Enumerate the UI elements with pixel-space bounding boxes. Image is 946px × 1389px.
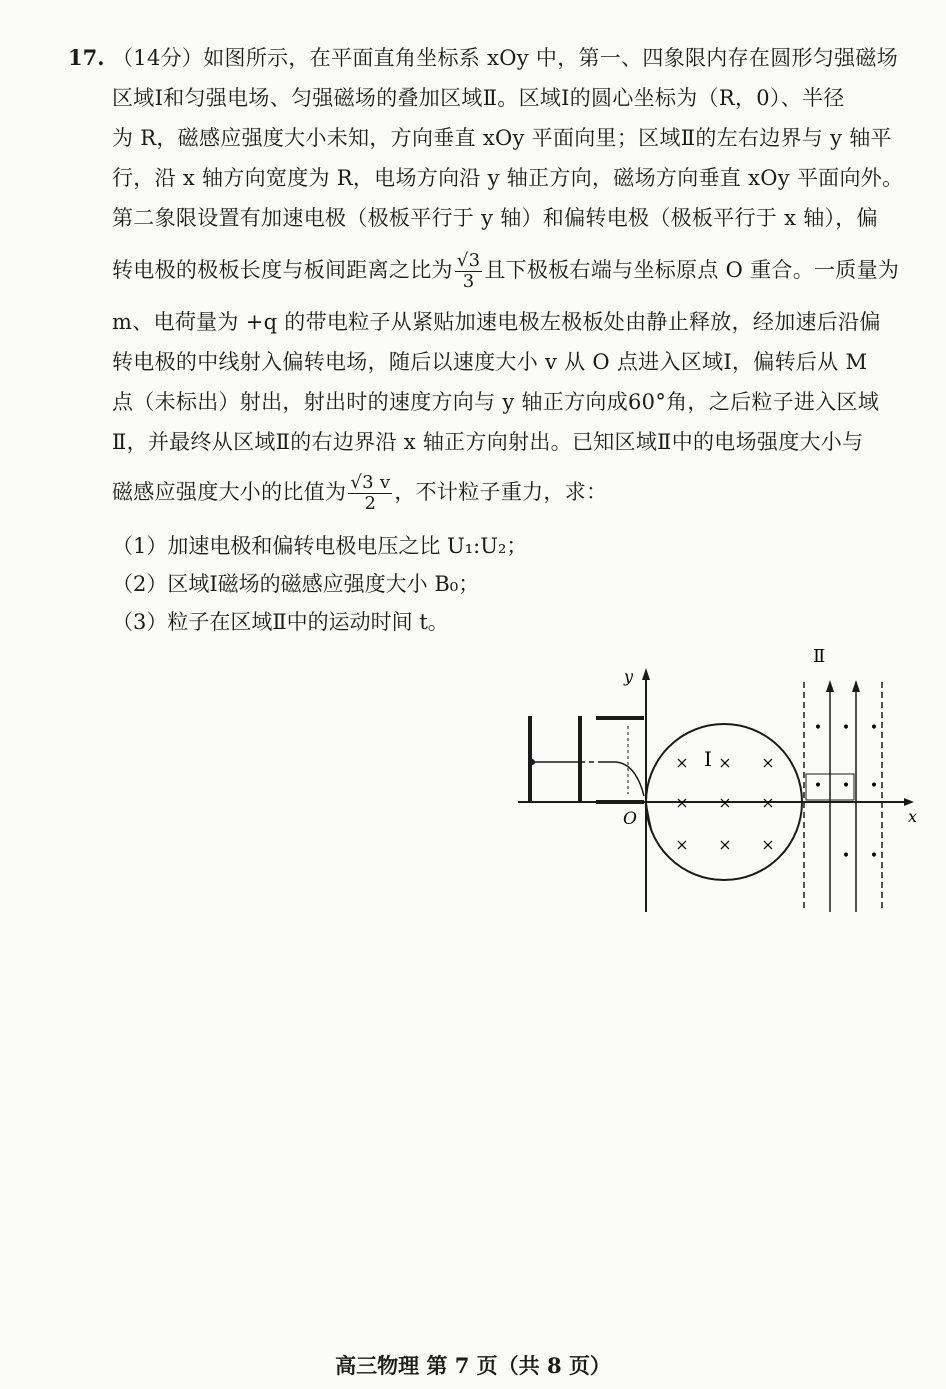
line11-text-after: ，不计粒子重力，求： [394,480,608,504]
x-axis-arrow-icon [904,798,914,806]
y-axis-arrow-icon [642,668,650,680]
sub-question-text: 粒子在区域Ⅱ中的运动时间 t。 [167,610,449,634]
cross-mark: × [718,793,732,812]
question-line-11 [112,472,922,514]
sub-question-text: 加速电极和偏转电极电压之比 U₁:U₂； [167,534,528,558]
line11-text-before: 磁感应强度大小的比值为 [112,480,347,504]
question-line-3: 为 R，磁感应强度大小未知，方向垂直 xOy 平面向里；区域Ⅱ的左右边界与 y 轴平 [112,126,892,150]
field-arrow-icon [826,680,834,692]
field-arrow-icon [852,680,860,692]
cross-mark: × [718,753,732,772]
dot-mark: • [841,778,851,794]
cross-mark: × [675,835,689,854]
line6-text-before: 转电极的极板长度与板间距离之比为 [112,258,453,282]
line6-text-after: 且下极板右端与坐标原点 O 重合。一质量为 [484,258,900,282]
physics-figure [510,640,930,920]
ratio-fraction [455,251,483,292]
question-number: 17. [68,45,105,70]
question-line-8: 转电极的中线射入偏转电场，随后以速度大小 v 从 O 点进入区域Ⅰ，偏转后从 M [112,350,868,374]
region1-label: I [704,747,712,771]
dot-mark: • [869,848,879,864]
question-points: （14分） [112,46,204,70]
ratio-numerator: √3 [456,250,481,271]
magnetic-field-out-of-page [814,720,878,864]
cross-mark: × [675,793,689,812]
cross-mark: × [761,835,775,854]
cross-mark: × [761,793,775,812]
sub-question-2 [112,570,479,598]
cross-mark: × [761,753,775,772]
question-line-10: Ⅱ，并最终从区域Ⅱ的右边界沿 x 轴正方向射出。已知区域Ⅱ中的电场强度大小与 [112,430,864,454]
field-ratio-numerator: √3 v [350,472,391,493]
question-line-1 [112,44,922,72]
x-axis-label: x [908,807,918,826]
field-ratio-fraction [348,473,392,514]
dot-mark: • [869,720,879,736]
magnetic-field-into-page [675,753,774,854]
question-line-9: 点（未标出）射出，射出时的速度方向与 y 轴正方向成60°角，之后粒子进入区域 [112,390,880,414]
field-ratio-denominator: 2 [364,493,377,514]
dot-mark: • [841,720,851,736]
sub-question-label: （3） [112,610,168,634]
cross-mark: × [675,753,689,772]
question-line-5: 第二象限设置有加速电极（极板平行于 y 轴）和偏转电极（极板平行于 x 轴），偏 [112,206,878,230]
region2-label: Ⅱ [813,646,826,667]
question-line-6 [112,250,922,292]
sub-question-label: （2） [112,572,168,596]
sub-question-1 [112,532,527,560]
particle-path-deflection [602,762,644,796]
ratio-denominator: 3 [462,271,475,292]
dot-mark: • [841,848,851,864]
question-line-7: m、电荷量为 +q 的带电粒子从紧贴加速电极左极板处由静止释放，经加速后沿偏 [112,310,881,334]
cross-mark: × [718,835,732,854]
dot-mark: • [813,720,823,736]
sub-question-text: 区域Ⅰ磁场的磁感应强度大小 B₀； [167,572,480,596]
dot-mark: • [869,778,879,794]
question-line-4: 行，沿 x 轴方向宽度为 R，电场方向沿 y 轴正方向，磁场方向垂直 xOy 平面向外。 [112,166,904,190]
sub-question-label: （1） [112,534,168,558]
y-axis-label: y [624,667,634,686]
question-text: 如图所示，在平面直角坐标系 xOy 中，第一、四象限内存在圆形匀强磁场 [203,46,899,70]
question-line-2: 区域Ⅰ和匀强电场、匀强磁场的叠加区域Ⅱ。区域Ⅰ的圆心坐标为（R，0）、半径 [112,86,845,110]
page-footer: 高三物理 第 7 页（共 8 页） [335,1353,611,1378]
origin-label: O [623,809,637,829]
sub-question-3 [112,608,449,636]
dot-mark: • [813,778,823,794]
